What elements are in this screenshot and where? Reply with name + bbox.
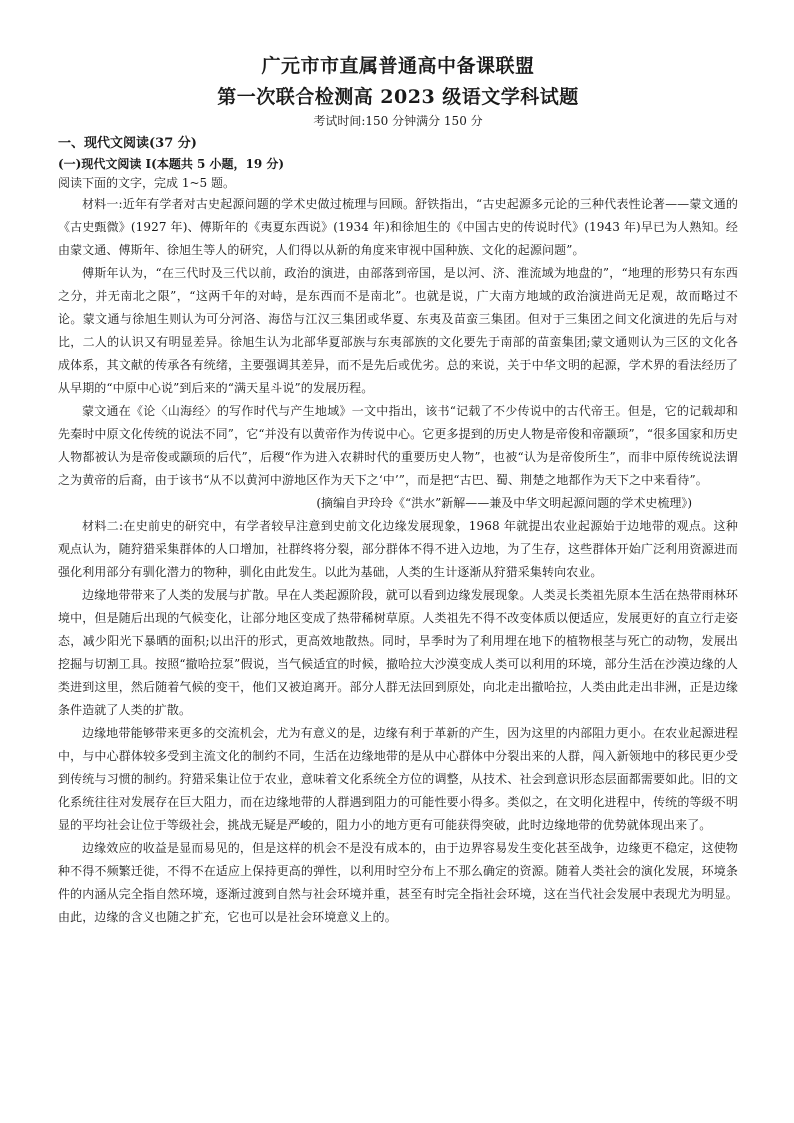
paragraph: 材料二:在史前史的研究中，有学者较早注意到史前文化边缘发展现象，1968 年就提出农业起源始于边地带的观点。这种观点认为，随狩猎采集群体的人口增加，社群终将分裂，部分群体不得不进入边地，为了生存，这些群体开始广泛利用资源进而强化利用部分有驯化潜力的物种，驯化由此发生。以此为基础，人类的生计逐渐从狩猎采集转向农业。 (58, 519, 738, 579)
paragraph: 傅斯年认为，“在三代时及三代以前，政治的演进，由部落到帝国，是以河、济、淮流域为地盘的”，“地理的形势只有东西之分，并无南北之限”，“这两千年的对峙，是东西而不是南北”。也就是说，广大南方地域的政治演进尚无足观，故而略过不论。蒙文通与徐旭生则认为可分河洛、海岱与江汉三集团或华夏、东夷及苗蛮三集团。但对于三集团之间文化演进的先后与对比，二人的认识又有明显差异。徐旭生认为北部华夏部族与东夷部族的文化要先于南部的苗蛮集团;蒙文通则认为三区的文化各成体系，其文献的传承各有统绪，主要强调其差异，而不是先后或优劣。总的来说，关于中华文明的起源，学术界的看法经历了从早期的“中原中心说”到后来的“满天星斗说”的发展历程。 (58, 266, 738, 395)
reading-instruction: 阅读下面的文字，完成 1~5 题。 (58, 176, 235, 190)
exam-subject-title: 第一次联合检测高 2023 级语文学科试题 (217, 86, 579, 108)
paragraph: 边缘效应的收益是显而易见的，但是这样的机会不是没有成本的，由于边界容易发生变化甚至战争，边缘更不稳定，这使物种不得不频繁迁徙，不得不在适应上保持更高的弹性，以利用时空分布上不那么确定的资源。随着人类社会的演化发展，环境条件的内涵从完全指自然环境，逐渐过渡到自然与社会环境并重，甚至有时完全指社会环境，这在当代社会发展中表现尤为明显。由此，边缘的含义也随之扩充，它也可以是社会环境意义上的。 (58, 841, 738, 924)
paragraph: 边缘地带带来了人类的发展与扩散。早在人类起源阶段，就可以看到边缘发展现象。人类灵长类祖先原本生活在热带雨林环境中，但是随后出现的气候变化，让部分地区变成了热带稀树草原。人类祖先不得不改变体质以便适应，发展更好的直立行走姿态，减少阳光下暴晒的面积;以出汗的形式，更高效地散热。同时，旱季时为了利用埋在地下的植物根茎与死亡的动物，发展出挖掘与切割工具。按照“撤哈拉泵”假说，当气候适宜的时候，撤哈拉大沙漠变成人类可以利用的环境，部分生活在沙漠边缘的人类进到这里，然后随着气候的变干，他们又被迫离开。部分人群无法回到原处，向北走出撤哈拉，人类由此走出非洲，正是边缘条件造就了人类的扩散。 (58, 588, 738, 717)
section-heading: 一、现代文阅读(37 分) (58, 136, 197, 151)
exam-info: 考试时间:150 分钟满分 150 分 (313, 114, 483, 128)
paragraph: 边缘地带能够带来更多的交流机会，尤为有意义的是，边缘有利于革新的产生，因为这里的内部阻力更小。在农业起源进程中，与中心群体较多受到主流文化的制约不同，生活在边缘地带的是从中心群体中分裂出来的人群，闯入新领地中的移民更少受到传统与习惯的制约。狩猎采集让位于农业，意味着文化系统全方位的调整，从技术、社会到意识形态层面都需要如此。旧的文化系统往往对发展存在巨大阻力，而在边缘地带的人群遇到阻力的可能性要小得多。类似之，在文明化进程中，传统的等级不明显的平均社会让位于等级社会，挑战无疑是严峻的，阻力小的地方更有可能获得突破，此时边缘地带的优势就体现出来了。 (58, 726, 738, 832)
paragraph: 材料一:近年有学者对古史起源问题的学术史做过梳理与回顾。舒铁指出，“古史起源多元论的三种代表性论著——蒙文通的《古史甄微》(1927 年)、傅斯年的《夷夏东西说》(1934 年)和徐旭生的《中国古史的传说时代》(1943 年)早已为人熟知。经由蒙文通、傅斯年、徐旭生等人的研究，人们得以从新的角度来审视中国种族、文化的起源问题”。 (58, 197, 738, 257)
source-note: (摘编自尹玲玲《“洪水”新解——兼及中华文明起源问题的学术史梳理》) (316, 496, 692, 510)
exam-title: 广元市市直属普通高中备课联盟 (261, 55, 535, 77)
sub-section-heading: (一)现代文阅读 I(本题共 5 小题，19 分) (58, 157, 285, 171)
paragraph: 蒙文通在《论〈山海经〉的写作时代与产生地域》一文中指出，该书“记载了不少传说中的古代帝王。但是，它的记载却和先秦时中原文化传统的说法不同”，它“并没有以黄帝作为传说中心。它更多提到的历史人物是帝俊和帝颛顼”，“很多国家和历史人物都被认为是帝俊或颛顼的后代”，后稷“作为进入农耕时代的重要历史人物”，也被“认为是帝俊所生”，而非中原传统说法谓之为黄帝的后裔，由于该书“从不以黄河中游地区作为天下之‘中’”，而是把“古巴、蜀、荆楚之地都作为天下之中来看待”。 (58, 404, 738, 487)
